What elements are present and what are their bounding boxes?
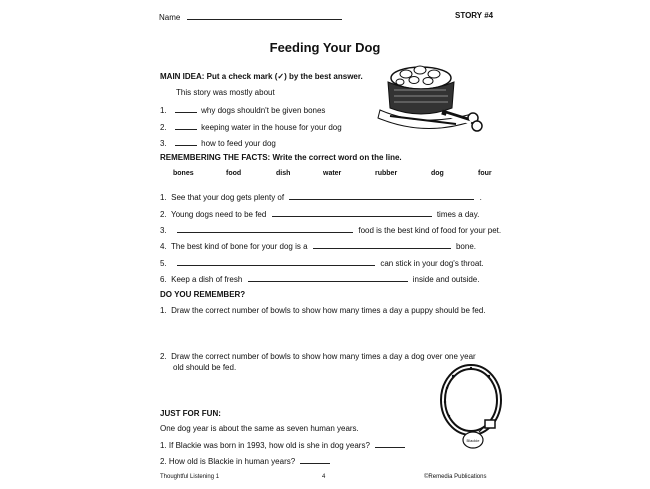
answer-line[interactable] xyxy=(313,240,451,249)
answer-line[interactable] xyxy=(177,224,353,233)
just-for-fun-heading: JUST FOR FUN: xyxy=(160,409,221,418)
fact-item: 4. The best kind of bone for your dog is a bone. xyxy=(160,242,477,251)
footer-left: Thoughtful Listening 1 xyxy=(160,474,220,480)
fact-item: 1. See that your dog gets plenty of . xyxy=(160,193,482,202)
fact-item: 2. Young dogs need to be fed times a day. xyxy=(160,210,480,219)
answer-line[interactable] xyxy=(300,455,330,464)
word-bank-item: bones xyxy=(173,170,194,177)
answer-line[interactable] xyxy=(375,439,405,448)
fact-item: 5. can stick in your dog's throat. xyxy=(160,259,484,268)
do-you-remember-heading: DO YOU REMEMBER? xyxy=(160,290,246,299)
footer-right: ©Remedia Publications xyxy=(424,474,487,480)
page-number: 4 xyxy=(322,474,326,480)
fun-item: 1. If Blackie was born in 1993, how old is she in dog years? xyxy=(160,439,405,450)
check-line[interactable] xyxy=(175,121,197,130)
name-line[interactable] xyxy=(187,11,342,20)
answer-line[interactable] xyxy=(289,191,474,200)
main-idea-option: 2. keeping water in the house for your dog xyxy=(160,123,342,132)
dog-bowl-illustration xyxy=(376,60,498,140)
just-for-fun-intro: One dog year is about the same as seven human years. xyxy=(160,424,359,433)
word-bank-item: dish xyxy=(276,170,291,177)
word-bank-item: food xyxy=(226,170,242,177)
word-bank-item: water xyxy=(323,170,342,177)
word-bank-item: rubber xyxy=(375,170,398,177)
fun-item: 2. How old is Blackie in human years? xyxy=(160,455,330,466)
remembering-heading: REMEMBERING THE FACTS: Write the correct word on the line. xyxy=(160,153,402,162)
remember-item: 1. Draw the correct number of bowls to show how many times a day a puppy should be fed. xyxy=(160,306,486,315)
main-idea-heading: MAIN IDEA: Put a check mark (✓) by the best answer. xyxy=(160,72,363,81)
word-bank-item: four xyxy=(478,170,492,177)
answer-line[interactable] xyxy=(248,273,408,282)
dog-collar-illustration xyxy=(433,360,513,460)
answer-line[interactable] xyxy=(177,257,375,266)
main-idea-option: 1. why dogs shouldn't be given bones xyxy=(160,106,326,115)
fact-item: 6. Keep a dish of fresh inside and outside. xyxy=(160,275,480,284)
check-line[interactable] xyxy=(175,104,197,113)
check-line[interactable] xyxy=(175,137,197,146)
fact-item: 3. food is the best kind of food for your pet. xyxy=(160,226,502,235)
page-title: Feeding Your Dog xyxy=(269,40,381,55)
answer-line[interactable] xyxy=(272,208,432,217)
remember-item-continued: old should be fed. xyxy=(173,363,237,372)
collar-tag-label: Blackie xyxy=(466,438,480,443)
main-idea-prompt: This story was mostly about xyxy=(176,88,275,97)
name-label: Name xyxy=(159,11,342,22)
main-idea-option: 3. how to feed your dog xyxy=(160,139,276,148)
story-label: STORY #4 xyxy=(455,11,494,20)
word-bank-item: dog xyxy=(431,170,444,177)
remember-item: 2. Draw the correct number of bowls to show how many times a day a dog over one year xyxy=(160,352,476,361)
